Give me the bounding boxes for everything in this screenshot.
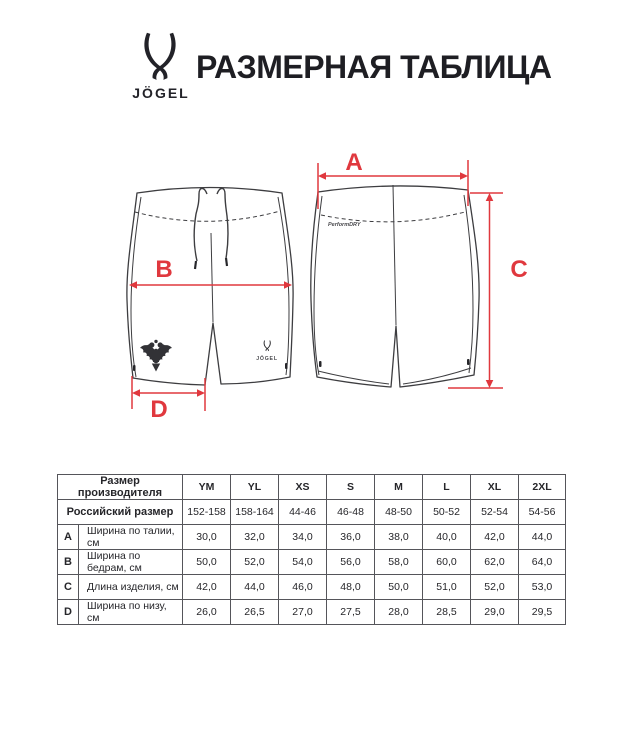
measurement-value-cell: 26,0 [183, 600, 231, 625]
measurement-key-cell: C [58, 575, 79, 600]
table-row [58, 500, 566, 525]
measurement-value-cell: 27,0 [279, 600, 327, 625]
measurement-value-cell: 30,0 [183, 525, 231, 550]
russian-size-cell: 44-46 [279, 500, 327, 525]
measurement-label-cell: Ширина по низу, см [79, 600, 183, 625]
jogel-logo-wordmark: JÖGEL [132, 85, 190, 101]
measurement-value-cell: 28,5 [423, 600, 471, 625]
russian-size-cell: 48-50 [375, 500, 423, 525]
measurement-value-cell: 51,0 [423, 575, 471, 600]
measurement-c-label: C [510, 256, 528, 283]
measurement-value-cell: 48,0 [327, 575, 375, 600]
measurement-value-cell: 52,0 [471, 575, 519, 600]
measurement-value-cell: 62,0 [471, 550, 519, 575]
size-col-header: 2XL [519, 475, 566, 500]
measurement-value-cell: 40,0 [423, 525, 471, 550]
size-col-header: L [423, 475, 471, 500]
size-col-header: YL [231, 475, 279, 500]
measurement-value-cell: 27,5 [327, 600, 375, 625]
measurement-value-cell: 46,0 [279, 575, 327, 600]
size-table-body [58, 475, 566, 625]
measurement-value-cell: 50,0 [183, 550, 231, 575]
russian-size-cell: 158-164 [231, 500, 279, 525]
table-row [58, 600, 566, 625]
size-col-header: M [375, 475, 423, 500]
measurement-value-cell: 28,0 [375, 600, 423, 625]
measurement-value-cell: 50,0 [375, 575, 423, 600]
russian-size-cell: 52-54 [471, 500, 519, 525]
performdry-fabric-label: PerformDRY [328, 222, 361, 228]
size-col-header: XS [279, 475, 327, 500]
measurement-value-cell: 60,0 [423, 550, 471, 575]
measurement-value-cell: 52,0 [231, 550, 279, 575]
measurement-value-cell: 29,5 [519, 600, 566, 625]
shorts-front-view [127, 188, 293, 386]
page-title: РАЗМЕРНАЯ ТАБЛИЦА [196, 49, 552, 85]
measurement-value-cell: 64,0 [519, 550, 566, 575]
russian-size-cell: 54-56 [519, 500, 566, 525]
measurement-label-cell: Ширина по талии, см [79, 525, 183, 550]
jogel-leg-badge-text: JÖGEL [256, 356, 278, 362]
measurement-value-cell: 44,0 [231, 575, 279, 600]
table-row [58, 525, 566, 550]
russian-size-cell: 152-158 [183, 500, 231, 525]
measurement-key-cell: B [58, 550, 79, 575]
measurement-value-cell: 58,0 [375, 550, 423, 575]
measurement-value-cell: 53,0 [519, 575, 566, 600]
measurement-key-cell: A [58, 525, 79, 550]
shorts-back-view [311, 185, 479, 387]
table-row [58, 550, 566, 575]
measurement-key-cell: D [58, 600, 79, 625]
size-col-header: XL [471, 475, 519, 500]
measurement-value-cell: 42,0 [183, 575, 231, 600]
measurement-value-cell: 29,0 [471, 600, 519, 625]
shorts-measurement-diagram [0, 130, 624, 460]
size-col-header: YM [183, 475, 231, 500]
measurement-label-cell: Длина изделия, см [79, 575, 183, 600]
measurement-value-cell: 42,0 [471, 525, 519, 550]
russian-size-cell: 46-48 [327, 500, 375, 525]
measurement-value-cell: 38,0 [375, 525, 423, 550]
measurement-value-cell: 34,0 [279, 525, 327, 550]
measurement-b-label: B [155, 256, 173, 283]
table-row [58, 575, 566, 600]
table-row [58, 475, 566, 500]
measurement-value-cell: 54,0 [279, 550, 327, 575]
measurement-value-cell: 32,0 [231, 525, 279, 550]
jogel-logo-icon [137, 31, 183, 81]
measurement-value-cell: 36,0 [327, 525, 375, 550]
measurement-value-cell: 56,0 [327, 550, 375, 575]
measurement-label-cell: Ширина по бедрам, см [79, 550, 183, 575]
measurement-a-label: A [345, 149, 363, 176]
russian-size-cell: 50-52 [423, 500, 471, 525]
measurement-value-cell: 44,0 [519, 525, 566, 550]
russian-size-row-label: Российский размер [58, 500, 183, 525]
measurement-value-cell: 26,5 [231, 600, 279, 625]
size-col-header: S [327, 475, 375, 500]
size-table [57, 474, 566, 625]
measurement-d-label: D [150, 396, 168, 423]
manufacturer-size-row-label: Размер производителя [58, 475, 183, 500]
